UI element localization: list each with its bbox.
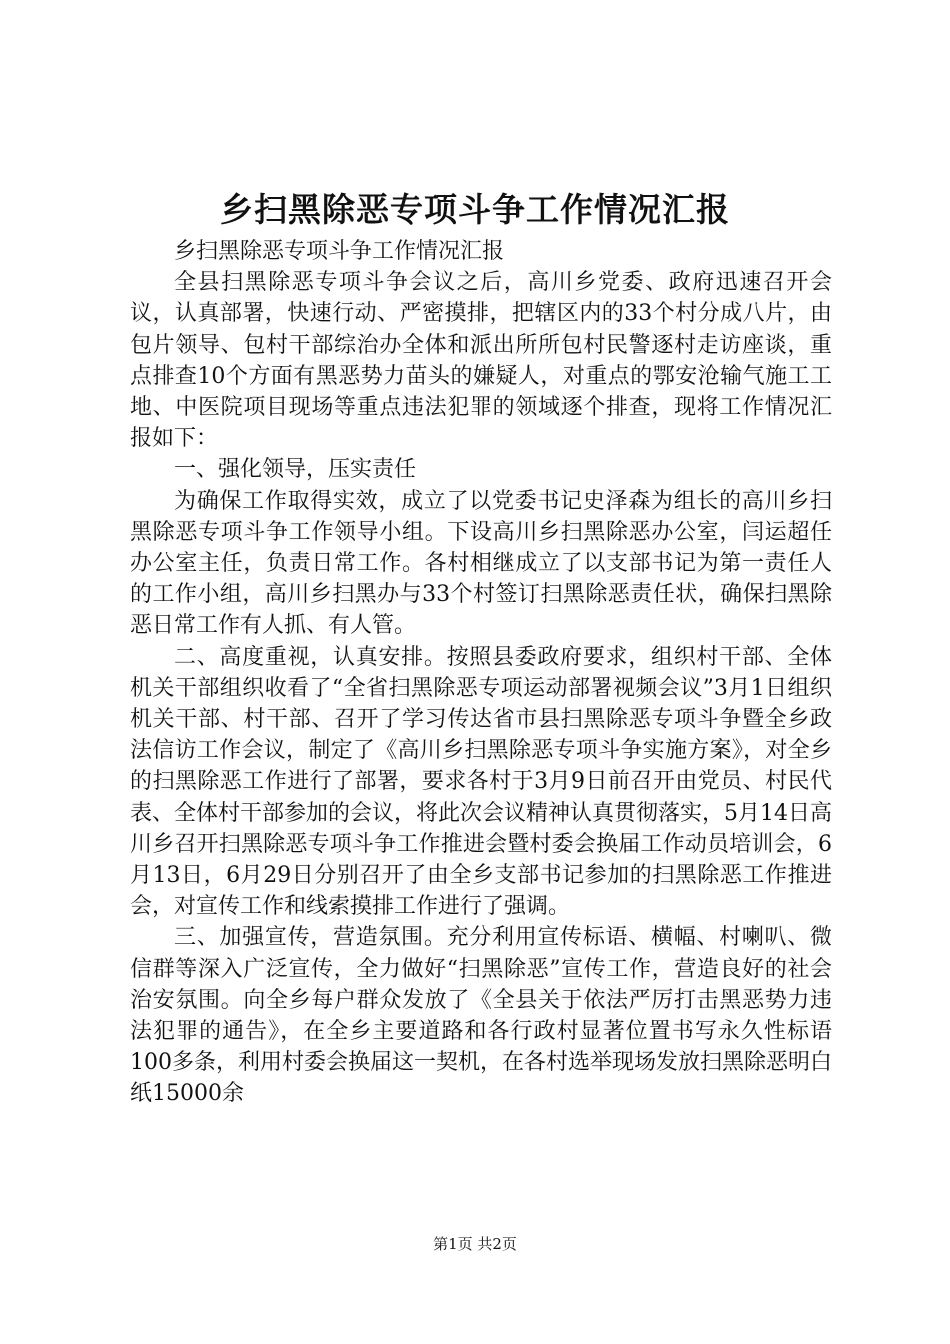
section-heading-1: 一、强化领导，压实责任 bbox=[174, 457, 417, 483]
subtitle-paragraph: 乡扫黑除恶专项斗争工作情况汇报 bbox=[174, 239, 505, 264]
section-1-paragraph: 为确保工作取得实效，成立了以党委书记史泽森为组长的高川乡扫黑除恶专项斗争工作领导小组。下设高川乡扫黑除恶办公室，闫运超任办公室主任，负责日常工作。各村相继成立了以支部书记为第一责任人的工作小组，高川乡扫黑办与33个村签订扫黑除恶责任状，确保扫黑除恶日常工作有人抓、有人管。 bbox=[130, 488, 832, 639]
page-footer: 第1页 共2页 bbox=[433, 1235, 517, 1253]
section-3-paragraph: 三、加强宣传，营造氛围。充分利用宣传标语、横幅、村喇叭、微信群等深入广泛宣传，全力做好“扫黑除恶”宣传工作，营造良好的社会治安氛围。向全乡每户群众发放了《全县关于依法严厉打击黑恶势力违法犯罪的通告》，在全乡主要道路和各行政村显著位置书写永久性标语100多条，利用村委会换届这一契机，在各村选举现场发放扫黑除恶明白纸15000余 bbox=[130, 925, 832, 1107]
section-2-paragraph: 二、高度重视，认真安排。按照县委政府要求，组织村干部、全体机关干部组织收看了“全省扫黑除恶专项运动部署视频会议”3月1日组织机关干部、村干部、召开了学习传达省市县扫黑除恶专项斗争暨全乡政法信访工作会议，制定了《高川乡扫黑除恶专项斗争实施方案》，对全乡的扫黑除恶工作进行了部署，要求各村于3月9日前召开由党员、村民代表、全体村干部参加的会议，将此次会议精神认真贯彻落实，5月14日高川乡召开扫黑除恶专项斗争工作推进会暨村委会换届工作动员培训会，6月13日，6月29日分别召开了由全乡支部书记参加的扫黑除恶工作推进会，对宣传工作和线索摸排工作进行了强调。 bbox=[130, 644, 832, 920]
document-title: 乡扫黑除恶专项斗争工作情况汇报 bbox=[220, 190, 730, 229]
document-body bbox=[130, 236, 832, 1110]
intro-paragraph: 全县扫黑除恶专项斗争会议之后，高川乡党委、政府迅速召开会议，认真部署，快速行动、严密摸排，把辖区内的33个村分成八片，由包片领导、包村干部综治办全体和派出所所包村民警逐村走访座谈，重点排查10个方面有黑恶势力苗头的嫌疑人，对重点的鄂安沧输气施工工地、中医院项目现场等重点违法犯罪的领域逐个排查，现将工作情况汇报如下： bbox=[130, 270, 832, 452]
